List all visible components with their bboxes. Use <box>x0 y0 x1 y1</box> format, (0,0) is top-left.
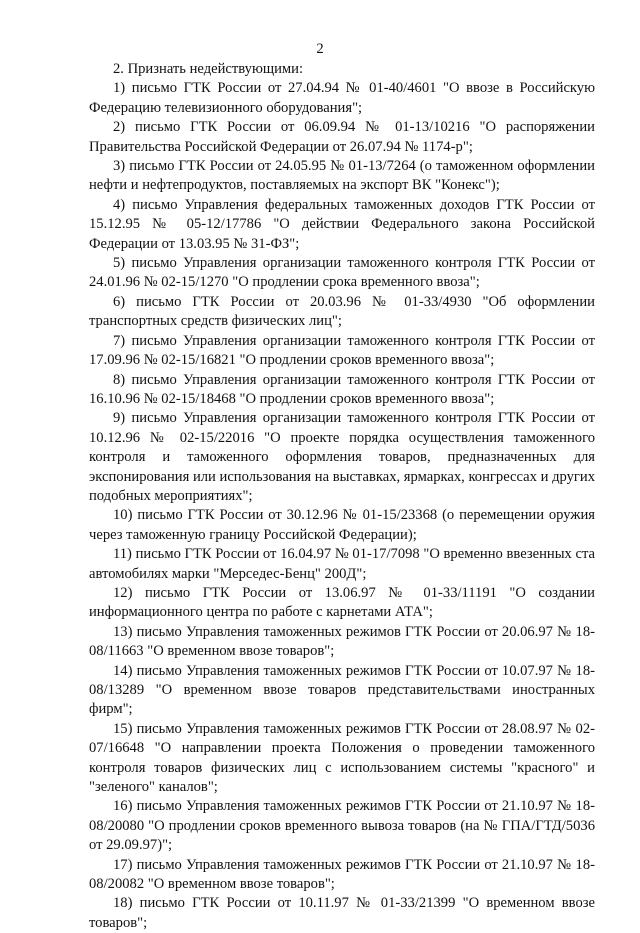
item-number: 13) <box>113 623 133 640</box>
list-item <box>89 797 595 855</box>
list-item <box>89 545 595 584</box>
list-item <box>89 157 595 196</box>
list-item <box>89 79 595 118</box>
item-number: 2) <box>113 119 126 136</box>
list-item <box>89 720 595 798</box>
section-heading: 2. Признать недействующими: <box>113 61 303 77</box>
item-number: 9) <box>113 410 126 427</box>
item-text: письмо ГТК России от 30.12.96 № 01-15/23368 (о перемещении оружия через таможенную границу Российской Федерации); <box>89 507 595 543</box>
page-number: 2 <box>316 41 324 57</box>
item-text: письмо Управления федеральных таможенных доходов ГТК России от 15.12.95 № 05-12/17786 "О действии Федерального закона Российской Федерации от 13.03.95 № 31-ФЗ"; <box>89 196 595 252</box>
list-item <box>89 856 595 895</box>
item-number: 10) <box>113 507 133 524</box>
list-item <box>89 293 595 332</box>
item-text: письмо Управления организации таможенного контроля ГТК России от 10.12.96 № 02-15/22016 "О проекте порядка осуществления таможенного контроля и таможенного оформления товаров, предназначенных для экспонирования или использования на выставках, ярмарках, конгрессах и других подобных мероприятиях"; <box>89 410 595 504</box>
item-text: письмо Управления таможенных режимов ГТК России от 20.06.97 № 18-08/11663 "О временном ввозе товаров"; <box>89 623 595 660</box>
list-item <box>89 118 595 157</box>
list-item <box>89 623 595 662</box>
item-text: письмо Управления таможенных режимов ГТК России от 28.08.97 № 02-07/16648 "О направлении проекта Положения о проведении таможенного контроля товаров физических лиц с использованием системы "красного" и "зеленого" каналов"; <box>89 720 595 796</box>
list-item <box>89 662 595 720</box>
item-number: 8) <box>113 371 126 388</box>
document-body <box>89 60 595 933</box>
item-list <box>89 79 595 933</box>
item-number: 1) <box>113 80 126 97</box>
item-number: 4) <box>113 196 126 213</box>
item-text: письмо ГТК России от 27.04.94 № 01-40/4601 "О ввозе в Российскую Федерацию телевизионного оборудования"; <box>89 80 595 116</box>
item-number: 5) <box>113 255 126 272</box>
item-text: письмо ГТК России от 10.11.97 № 01-33/21399 "О временном ввозе товаров"; <box>89 895 595 931</box>
item-text: письмо ГТК России от 06.09.94 № 01-13/10216 "О распоряжении Правительства Российской Федерации от 26.07.94 № 1174-р"; <box>89 119 595 155</box>
list-item <box>89 409 595 506</box>
item-text: письмо Управления таможенных режимов ГТК России от 10.07.97 № 18-08/13289 "О временном ввозе товаров представительствами иностранных фирм"; <box>89 662 595 718</box>
list-item <box>89 584 595 623</box>
item-number: 14) <box>113 662 133 679</box>
list-item <box>89 254 595 293</box>
item-text: письмо ГТК России от 16.04.97 № 01-17/7098 "О временно ввезенных ста автомобилях марки "Мерседес-Бенц" 200Д"; <box>89 546 595 582</box>
item-text: письмо ГТК России от 13.06.97 № 01-33/11191 "О создании информационного центра по работе с карнетами АТА"; <box>89 584 595 621</box>
list-item <box>89 371 595 410</box>
list-item <box>89 196 595 254</box>
list-item <box>89 506 595 545</box>
item-text: письмо Управления таможенных режимов ГТК России от 21.10.97 № 18-08/20082 "О временном ввозе товаров"; <box>89 856 595 893</box>
item-number: 17) <box>113 856 133 873</box>
item-number: 12) <box>113 584 133 601</box>
item-number: 7) <box>113 332 126 349</box>
list-item <box>89 894 595 933</box>
item-text: письмо Управления организации таможенного контроля ГТК России от 17.09.96 № 02-15/16821 "О продлении сроков временного ввоза"; <box>89 332 595 369</box>
item-number: 15) <box>113 720 133 737</box>
list-item <box>89 332 595 371</box>
item-text: письмо ГТК России от 20.03.96 № 01-33/4930 "Об оформлении транспортных средств физических лиц"; <box>89 293 595 330</box>
item-text: письмо ГТК России от 24.05.95 № 01-13/7264 (о таможенном оформлении нефти и нефтепродуктов, поставляемых на экспорт ВК "Конекс"); <box>89 158 595 194</box>
item-text: письмо Управления организации таможенного контроля ГТК России от 24.01.96 № 02-15/1270 "О продлении срока временного ввоза"; <box>89 255 595 291</box>
item-text: письмо Управления таможенных режимов ГТК России от 21.10.97 № 18-08/20080 "О продлении сроков временного вывоза товаров (на № ГПА/ГТД/5036 от 29.09.97)"; <box>89 798 595 854</box>
item-number: 16) <box>113 798 133 815</box>
item-number: 6) <box>113 293 126 310</box>
item-text: письмо Управления организации таможенного контроля ГТК России от 16.10.96 № 02-15/18468 "О продлении сроков временного ввоза"; <box>89 371 595 407</box>
item-number: 3) <box>113 158 126 175</box>
item-number: 11) <box>113 546 132 563</box>
item-number: 18) <box>113 895 133 912</box>
